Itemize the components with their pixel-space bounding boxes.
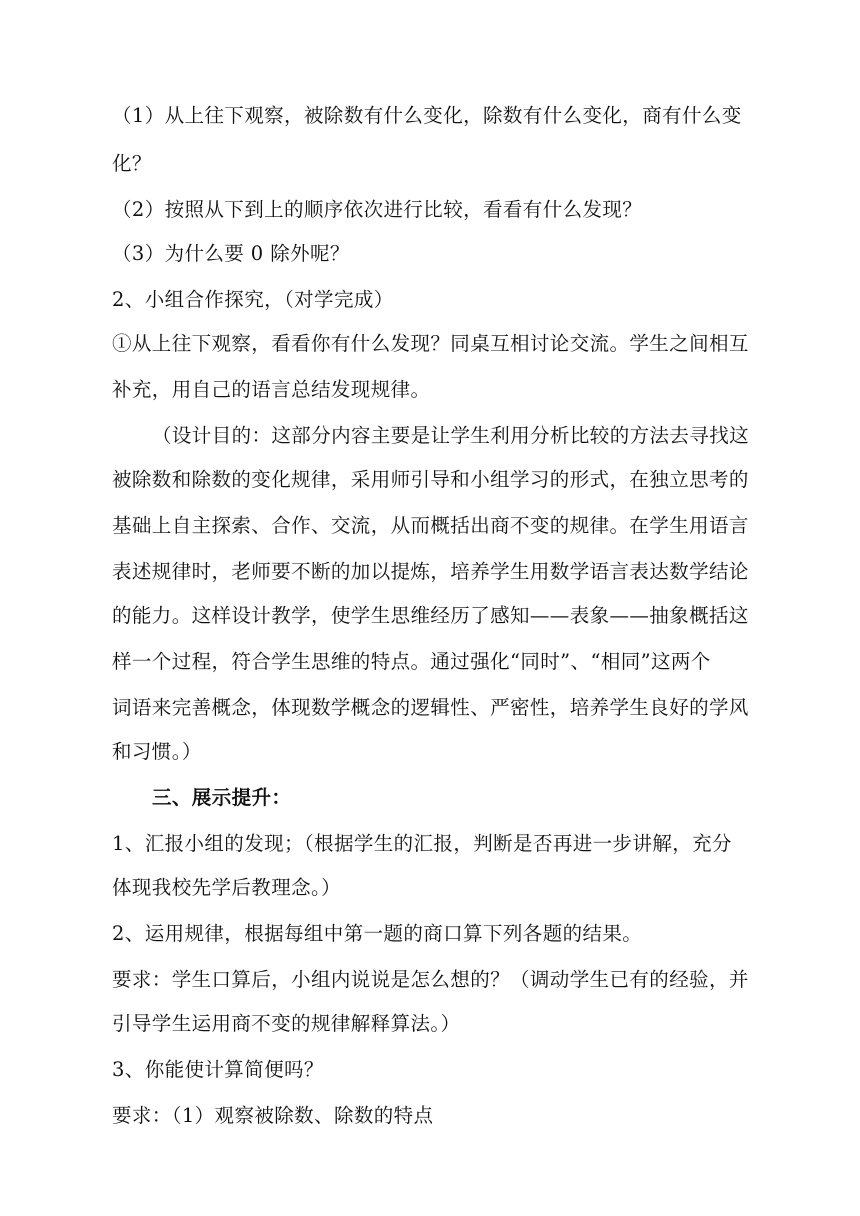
item-1-line-1: 1、汇报小组的发现；（根据学生的汇报，判断是否再进一步讲解，充分	[112, 832, 732, 855]
item-1-line-2: 体现我校先学后教理念。）	[112, 876, 342, 899]
requirement-1-line-2: 引导学生运用商不变的规律解释算法。）	[112, 1012, 461, 1035]
step-1-line-2: 补充，用自己的语言总结发现规律。	[112, 378, 431, 401]
question-3: （3）为什么要 0 除外呢？	[112, 242, 350, 265]
item-2: 2、运用规律，根据每组中第一题的商口算下列各题的结果。	[112, 922, 643, 945]
design-purpose-line-5: 的能力。这样设计教学，使学生思维经历了感知——表象——抽象概括这	[112, 604, 749, 627]
section-3-heading: 三、展示提升：	[152, 786, 292, 809]
design-purpose-line-8: 和习惯。）	[112, 740, 202, 763]
design-purpose-line-7: 词语来完善概念，体现数学概念的逻辑性、严密性，培养学生良好的学风	[112, 696, 749, 719]
design-purpose-line-4: 表述规律时，老师要不断的加以提炼，培养学生用数学语言表达数学结论	[112, 560, 749, 583]
design-purpose-line-6: 样一个过程，符合学生思维的特点。通过强化“同时”、“相同”这两个	[112, 650, 711, 673]
step-1-line-1: ①从上往下观察，看看你有什么发现？同桌互相讨论交流。学生之间相互	[112, 332, 749, 355]
item-3: 3、你能使计算简便吗？	[112, 1058, 324, 1081]
question-1-line-2: 化？	[112, 152, 152, 175]
design-purpose-line-2: 被除数和除数的变化规律，采用师引导和小组学习的形式，在独立思考的	[112, 468, 749, 491]
requirement-2: 要求：（1）观察被除数、除数的特点	[112, 1104, 434, 1127]
requirement-1-line-1: 要求：学生口算后，小组内说说是怎么想的？（调动学生已有的经验，并	[112, 968, 749, 991]
section-2-title: 2、小组合作探究，（对学完成）	[112, 288, 394, 311]
question-1-line-1: （1）从上往下观察，被除数有什么变化，除数有什么变化，商有什么变	[112, 104, 742, 127]
question-2: （2）按照从下到上的顺序依次进行比较，看看有什么发现？	[112, 198, 643, 221]
design-purpose-line-1: （设计目的：这部分内容主要是让学生利用分析比较的方法去寻找这	[152, 424, 750, 447]
design-purpose-line-3: 基础上自主探索、合作、交流，从而概括出商不变的规律。在学生用语言	[112, 514, 749, 537]
